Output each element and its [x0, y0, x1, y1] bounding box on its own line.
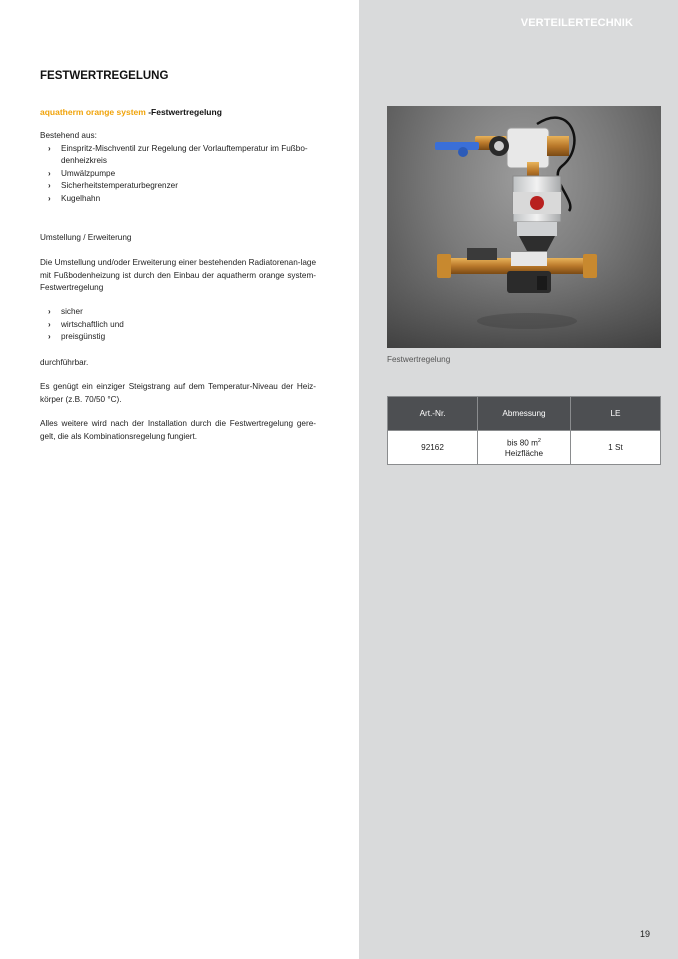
list-item: › Umwälzpumpe	[40, 168, 316, 181]
column-header: LE	[570, 397, 660, 431]
product-table	[387, 396, 661, 465]
art-nr-cell: 92162	[388, 431, 478, 465]
intro-text: Bestehend aus:	[40, 131, 97, 140]
components-block	[40, 130, 316, 205]
chevron-right-icon: ›	[48, 307, 51, 316]
table-header-row	[388, 397, 661, 431]
para3-text: Es genügt ein einziger Steigstrang auf dem Temperatur-Niveau der Heiz-körper (z.B. 70/50 °C).	[40, 382, 316, 404]
para4-text: Alles weitere wird nach der Installation durch die Festwertregelung gere-gelt, die als Kombinationsregelung fungiert.	[40, 419, 316, 441]
le-cell: 1 St	[570, 431, 660, 465]
page-title: FESTWERTREGELUNG	[40, 70, 169, 82]
chevron-right-icon: ›	[48, 168, 51, 178]
list-item: › Kugelhahn	[40, 193, 316, 206]
chevron-right-icon: ›	[48, 319, 51, 329]
list-item: › preisgünstig	[40, 331, 316, 344]
list-item: › wirtschaftlich und	[40, 319, 316, 332]
chevron-right-icon: ›	[48, 193, 51, 203]
product-photo	[387, 106, 661, 348]
benefits-block	[40, 306, 316, 344]
list-item: › Einspritz-Mischventil zur Regelung der Vorlauftemperatur im Fußbo-denheizkreis	[48, 143, 308, 165]
page-number: 19	[639, 929, 650, 939]
column-header: Art.-Nr.	[388, 397, 478, 431]
dimension-cell: bis 80 $m^2$ Heizfläche	[478, 431, 571, 465]
section2-text: Die Umstellung und/oder Erweiterung einer bestehenden Radiatorenan-lage mit Fußbodenheizung ist durch den Einbau der aquatherm orange system-Festwertregelung	[40, 258, 316, 292]
benefits-list	[40, 306, 316, 344]
closing-text: durchführbar.	[40, 358, 89, 367]
subtitle-brand: aquatherm orange system	[40, 107, 146, 117]
list-item: › Sicherheitstemperaturbegrenzer	[40, 180, 316, 193]
section-header: VERTEILERTECHNIK	[520, 17, 633, 29]
section2-heading: Umstellung / Erweiterung	[40, 233, 132, 242]
components-list	[40, 143, 316, 206]
subtitle-rest: -Festwertregelung	[148, 107, 222, 117]
table-row	[388, 431, 661, 465]
column-header: Abmessung	[478, 397, 571, 431]
photo-caption: Festwertregelung	[387, 355, 451, 364]
list-item: › sicher	[40, 306, 316, 319]
chevron-right-icon: ›	[48, 143, 51, 153]
chevron-right-icon: ›	[48, 332, 51, 341]
subtitle	[40, 107, 222, 117]
mixing-station-image	[387, 106, 661, 348]
chevron-right-icon: ›	[48, 181, 51, 190]
